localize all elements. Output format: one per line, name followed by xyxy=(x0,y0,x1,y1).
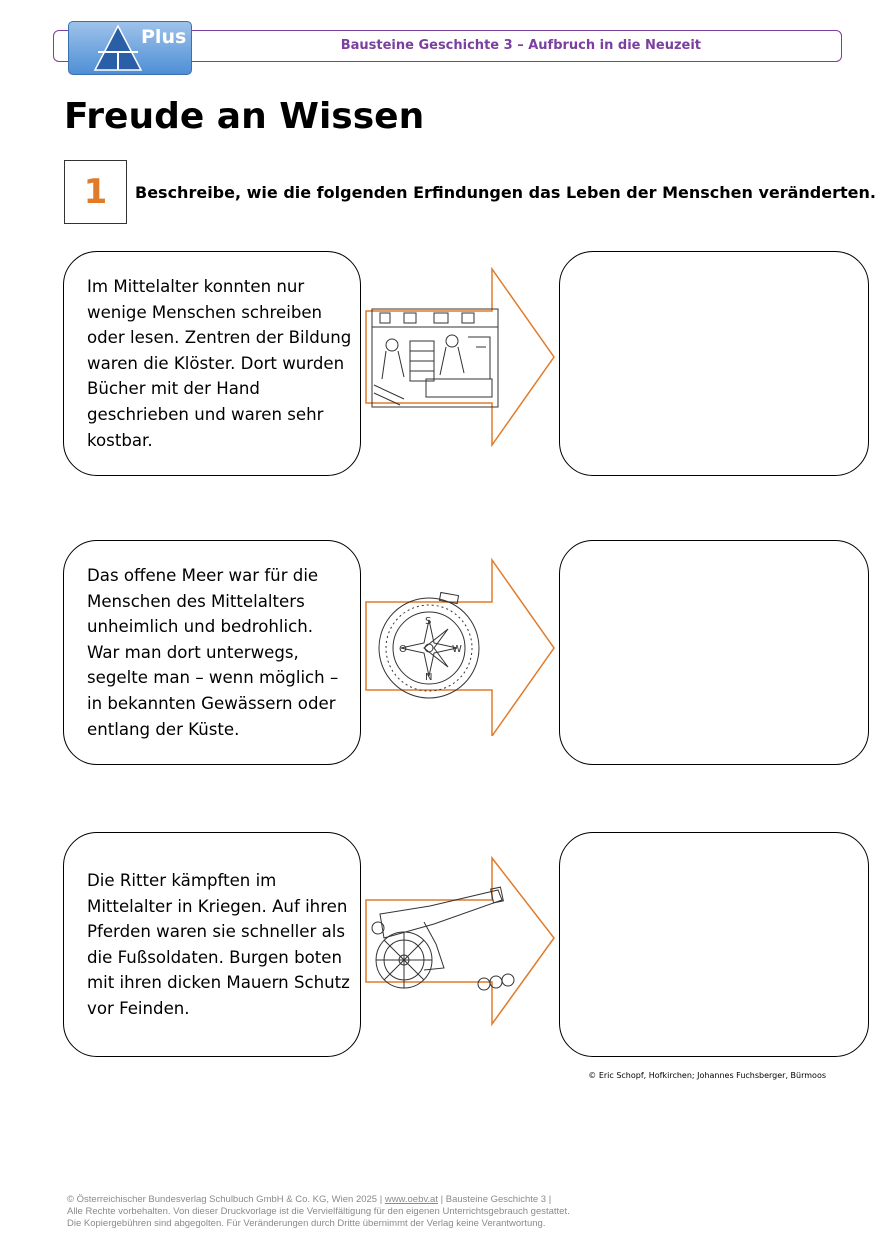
answer-box[interactable] xyxy=(559,540,869,765)
task-number: 1 xyxy=(64,160,127,224)
text-line: vor Feinden. xyxy=(87,998,190,1018)
compass-letter-n: N xyxy=(425,672,433,683)
footer-line-1 xyxy=(67,1194,570,1206)
arrow-icon xyxy=(364,267,558,447)
plus-logo xyxy=(68,21,192,75)
row-cannon xyxy=(0,832,890,1058)
text-line: oder lesen. Zentren der Bildung xyxy=(87,328,352,348)
text-line: Im Mittelalter konnten nur xyxy=(87,277,305,296)
text-line: Mittelalter in Kriegen. Auf ihren xyxy=(87,896,348,916)
text-line: Bücher mit der Hand xyxy=(87,379,260,399)
answer-box[interactable] xyxy=(559,251,869,476)
footer-prefix: © Österreichischer Bundesverlag Schulbuch GmbH & Co. KG, Wien 2025 | xyxy=(67,1194,385,1205)
text-line: segelte man – wenn möglich – xyxy=(87,668,339,688)
text-line: waren die Klöster. Dort wurden xyxy=(87,353,345,373)
text-line: Menschen des Mittelalters xyxy=(87,591,305,611)
text-line: mit ihren dicken Mauern Schutz xyxy=(87,973,350,993)
arrow-icon xyxy=(364,556,558,736)
text-line: geschrieben und waren sehr xyxy=(87,404,324,424)
text-box xyxy=(63,251,361,476)
triangle-logo-icon xyxy=(93,24,143,72)
compass-letter-s: S xyxy=(425,616,432,627)
footer-line-3: Die Kopiergebühren sind abgegolten. Für Veränderungen durch Dritte übernimmt der Verlag keine Verantwortung. xyxy=(67,1218,546,1229)
text-line: kostbar. xyxy=(87,430,153,450)
text-line: in bekannten Gewässern oder xyxy=(87,693,336,713)
task-instruction: Beschreibe, wie die folgenden Erfindungen das Leben der Menschen veränderten. xyxy=(135,183,876,202)
text-line: War man dort unterwegs, xyxy=(87,642,299,662)
header-title: Bausteine Geschichte 3 – Aufbruch in die Neuzeit xyxy=(340,38,701,53)
footer-line-2: Alle Rechte vorbehalten. Von dieser Druckvorlage ist die Vervielfältigung für den eigenen Unterrichtsgebrauch gestattet. xyxy=(67,1206,570,1217)
page-title: Freude an Wissen xyxy=(64,96,425,137)
text-line: unheimlich und bedrohlich. xyxy=(87,617,314,637)
footer-suffix: | Bausteine Geschichte 3 | xyxy=(437,1194,552,1205)
text-line: entlang der Küste. xyxy=(87,719,240,739)
text-box xyxy=(63,540,361,765)
row-printing xyxy=(0,251,890,477)
arrow-icon xyxy=(364,848,558,1028)
text-line: die Fußsoldaten. Burgen boten xyxy=(87,947,343,967)
image-credit: © Eric Schopf, Hofkirchen; Johannes Fuchsberger, Bürmoos xyxy=(588,1071,826,1080)
text-line: wenige Menschen schreiben xyxy=(87,302,323,322)
logo-text: Plus xyxy=(141,26,187,48)
footer xyxy=(67,1194,570,1230)
text-box xyxy=(63,832,361,1057)
compass-letter-o: O xyxy=(399,644,407,655)
publisher-link[interactable]: www.oebv.at xyxy=(384,1194,438,1205)
answer-box[interactable] xyxy=(559,832,869,1057)
text-line: Pferden waren sie schneller als xyxy=(87,922,346,942)
compass-letter-w: W xyxy=(452,644,462,655)
text-line: Die Ritter kämpften im xyxy=(87,871,277,890)
row-compass xyxy=(0,540,890,766)
text-line: Das offene Meer war für die xyxy=(87,566,319,585)
